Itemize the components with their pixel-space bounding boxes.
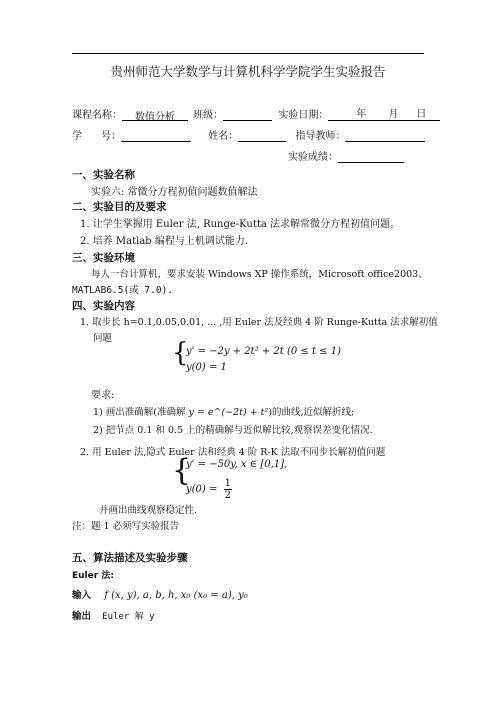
section2-heading: 二、实验目的及要求 — [72, 201, 167, 213]
teacher-label: 指导教师： — [295, 131, 346, 142]
section4-item1-line2: 问题 — [93, 333, 113, 344]
student-id-label: 学 号： — [72, 131, 122, 142]
course-value: 数值分析 — [135, 112, 175, 123]
grade-label: 实验成绩： — [288, 152, 338, 163]
section5-heading: 五、算法描述及实验步骤 — [72, 552, 188, 564]
section4-heading: 四、实验内容 — [72, 300, 135, 312]
grade-field[interactable] — [338, 150, 404, 163]
eq2-frac-den: 2 — [224, 490, 231, 501]
input-row — [72, 587, 248, 601]
eq1-brace: { — [172, 338, 189, 368]
student-row — [72, 127, 425, 142]
section4-item2-note: 并画出曲线观察稳定性. — [99, 505, 198, 516]
input-math: f (x, y), a, b, h, x₀ (x₀ = a), y₀ — [104, 590, 248, 601]
section3-text-line1: 每人一台计算机，要求安装 Windows XP 操作系统，Microsoft office2003、 — [91, 269, 428, 280]
requirement-label: 要求: — [91, 390, 115, 401]
section3-text-line2: MATLAB6.5(或 7.0). — [72, 285, 174, 296]
date-label: 实验日期： — [278, 110, 329, 121]
header-rule — [72, 53, 424, 54]
name-field[interactable] — [238, 129, 286, 142]
section1-heading: 一、实验名称 — [72, 169, 135, 181]
eq2-line1: y' = −50y, x ∈ [0,1], — [186, 459, 288, 470]
eq2-line2 — [186, 478, 232, 501]
output-label: 输出 — [72, 611, 92, 622]
section2-item2: 2. 培养 Matlab 编程与上机调试能力. — [80, 236, 249, 247]
output-row — [72, 608, 155, 622]
day-label: 日 — [416, 109, 427, 120]
student-id-field[interactable] — [121, 129, 191, 142]
year-label: 年 — [356, 109, 367, 120]
section1-text: 实验六: 常微分方程初值问题数值解法 — [91, 187, 258, 198]
course-field[interactable] — [122, 108, 188, 121]
date-field[interactable] — [328, 108, 440, 121]
section3-heading: 三、实验环境 — [72, 252, 135, 264]
name-label: 姓名： — [208, 131, 239, 142]
requirement-1 — [93, 404, 354, 418]
eq2-line2-left: y(0) = — [186, 484, 218, 495]
eq1-line1: y' = −2y + 2t² + 2t (0 ≤ t ≤ 1) — [186, 346, 341, 357]
requirement-2: 2) 把节点 0.1 和 0.5 上的精确解与近似解比较,观察误差变化情况. — [93, 425, 373, 436]
grade-row — [288, 148, 404, 163]
month-label: 月 — [388, 109, 399, 120]
eq2-brace: { — [172, 453, 192, 488]
req1-prefix: 1) 画出准确解(准确解 — [93, 407, 189, 418]
class-label: 班级： — [193, 110, 224, 121]
euler-heading: Euler 法: — [72, 571, 114, 581]
req1-math: y = e^(−2t) + t² — [188, 407, 269, 418]
output-text: Euler 解 y — [102, 612, 155, 622]
class-field[interactable] — [223, 108, 272, 121]
teacher-field[interactable] — [345, 129, 425, 142]
eq1-line2: y(0) = 1 — [186, 362, 227, 373]
course-label: 课程名称： — [72, 110, 122, 121]
course-row — [72, 106, 440, 121]
report-title: 贵州师范大学数学与计算机科学学院学生实验报告 — [110, 64, 386, 79]
note: 注：题 1 必须写实验报告 — [72, 521, 180, 532]
section4-item2: 2. 用 Euler 法,隐式 Euler 法和经典 4 阶 R-K 法取不同步长解初值问题 — [80, 447, 386, 458]
section4-item1-line1: 1. 取步长 h=0.1,0.05,0.01, ... ,用 Euler 法及经典 4 阶 Runge-Kutta 法求解初值 — [80, 317, 438, 328]
eq2-fraction — [224, 478, 232, 501]
input-label: 输入 — [72, 590, 92, 601]
eq2-frac-num: 1 — [224, 478, 231, 489]
req1-suffix: )的曲线,近似解折线; — [268, 407, 355, 418]
section2-item1: 1. 让学生掌握用 Euler 法, Runge-Kutta 法求解常微分方程初值问题。 — [80, 219, 401, 230]
